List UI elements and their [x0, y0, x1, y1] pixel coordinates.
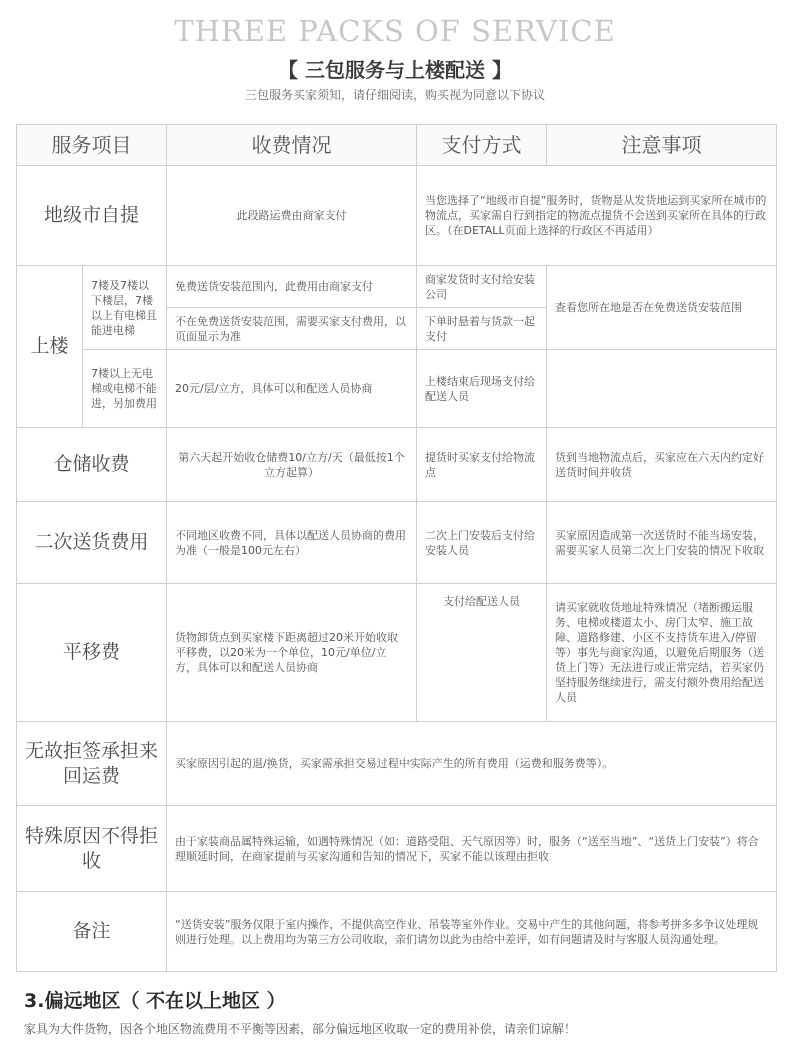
storage-note: 货到当地物流点后，买家应在六天内约定好送货时间并收货	[547, 428, 777, 502]
redelivery-note: 买家原因造成第一次送货时不能当场安装，需要买家人员第二次上门安装的情况下收取	[547, 502, 777, 584]
subtitle: 三包服务买家须知，请仔细阅读，购买视为同意以下协议	[244, 88, 545, 102]
header-service-item: 服务项目	[17, 125, 167, 166]
row-label-refuse: 无故拒签承担来回运费	[17, 722, 167, 806]
row-label-upstairs: 上楼	[17, 266, 83, 428]
row-label-pickup: 地级市自提	[17, 166, 167, 266]
storage-fee: 第六天起开始收仓储费10/立方/天（最低按1个立方起算）	[167, 428, 417, 502]
header-payment: 支付方式	[417, 125, 547, 166]
footer-text: 家具为大件货物，因各个地区物流费用不平衡等因素，部分偏远地区收取一定的费用补偿，请亲们谅解！	[24, 1022, 577, 1036]
transfer-fee: 货物卸货点到买家楼下距离超过20米开始收取平移费，以20米为一个单位，10元/单位/立方，具体可以和配送人员协商	[167, 584, 417, 722]
title-cn: 【 三包服务与上楼配送 】	[278, 58, 512, 82]
row-label-redelivery: 二次送货费用	[17, 502, 167, 584]
transfer-pay: 支付给配送人员	[417, 584, 547, 722]
upstairs-fee-1a: 免费送货安装范围内，此费用由商家支付	[167, 266, 417, 308]
row-label-remark: 备注	[17, 892, 167, 972]
upstairs-pay-2: 上楼结束后现场支付给配送人员	[417, 350, 547, 428]
upstairs-condition-1: 7楼及7楼以下楼层，7楼以上有电梯且能进电梯	[83, 266, 167, 350]
upstairs-pay-1b: 下单时悬着与货款一起支付	[417, 308, 547, 350]
upstairs-pay-1a: 商家发货时支付给安装公司	[417, 266, 547, 308]
upstairs-note-1: 查看您所在地是否在免费送货安装范围	[547, 266, 777, 350]
remark-text: “送货安装”服务仅限于室内操作，不提供高空作业、吊装等室外作业。交易中产生的其他问题，将参考拼多多争议处理规则进行处理。以上费用均为第三方公司收取，亲们请勿以此为由给中差评，如有问题请及时与客服人员沟通处理。	[167, 892, 777, 972]
header-notes: 注意事项	[547, 125, 777, 166]
redelivery-pay: 二次上门安装后支付给安装人员	[417, 502, 547, 584]
row-label-storage: 仓储收费	[17, 428, 167, 502]
header-fee: 收费情况	[167, 125, 417, 166]
upstairs-fee-1b: 不在免费送货安装范围，需要买家支付费用，以页面显示为准	[167, 308, 417, 350]
footer-title: 3.偏远地区（ 不在以上地区 ）	[24, 990, 286, 1012]
transfer-note: 请买家就收货地址特殊情况（堵断搬运服务、电梯或楼道太小、房门太窄、施工故障、道路修建、小区不支持货车进入/停留等）事先与商家沟通，以避免后期服务（送货上门等）无法进行或正常完结，若买家仍坚持服务继续进行，需支付额外费用给配送人员	[547, 584, 777, 722]
refuse-text: 买家原因引起的退/换货，买家需承担交易过程中实际产生的所有费用（运费和服务费等）。	[167, 722, 777, 806]
upstairs-condition-2: 7楼以上无电梯或电梯不能进，另加费用	[83, 350, 167, 428]
storage-pay: 提货时买家支付给物流点	[417, 428, 547, 502]
pickup-fee: 此段路运费由商家支付	[167, 166, 417, 266]
upstairs-note-2	[547, 350, 777, 428]
row-label-special: 特殊原因不得拒收	[17, 806, 167, 892]
service-table	[16, 124, 777, 972]
pickup-note: 当您选择了“地级市自提”服务时，货物是从发货地运到买家所在城市的物流点，买家需自行到指定的物流点提货不会送到买家所在具体的行政区。（在DETALL页面上选择的行政区不再适用）	[417, 166, 777, 266]
title-en: THREE PACKS OF SERVICE	[174, 14, 616, 48]
upstairs-fee-2: 20元/层/立方，具体可以和配送人员协商	[167, 350, 417, 428]
redelivery-fee: 不同地区收费不同，具体以配送人员协商的费用为准（一般是100元左右）	[167, 502, 417, 584]
special-text: 由于家装商品属特殊运输，如遇特殊情况（如：道路受阻、天气原因等）时，服务（“送至当地”、“送货上门安装”）将合理顺延时间，在商家提前与买家沟通和告知的情况下，买家不能以该理由拒收	[167, 806, 777, 892]
row-label-transfer: 平移费	[17, 584, 167, 722]
